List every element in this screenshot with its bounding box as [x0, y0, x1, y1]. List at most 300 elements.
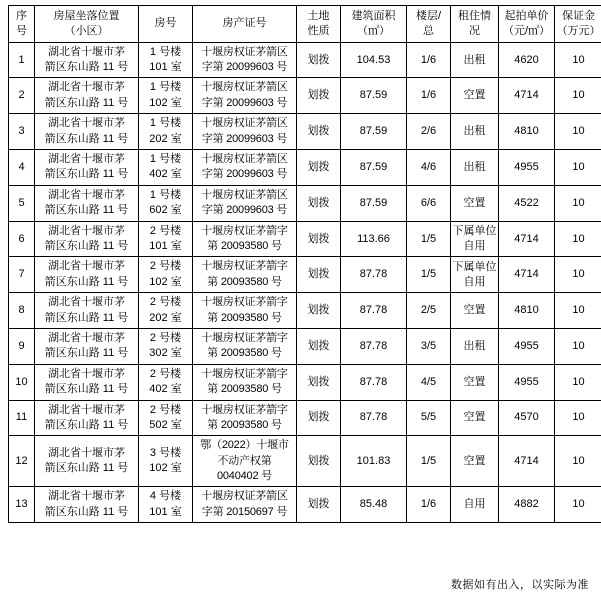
cell-index [9, 42, 35, 78]
cell-tenancy [451, 78, 499, 114]
cell-room-number [139, 78, 193, 114]
column-header-tenancy [451, 6, 499, 43]
cell-floor-text: 4/6 [420, 161, 437, 173]
cell-floor [407, 78, 451, 114]
cell-deposit [555, 150, 601, 186]
cell-land-nature [297, 150, 341, 186]
column-header-address [35, 6, 139, 43]
cell-unit-price [499, 328, 555, 364]
cell-address [35, 436, 139, 487]
cell-deposit-text: 10 [572, 232, 585, 245]
cell-tenancy-text: 出租 [463, 53, 486, 66]
cell-room-number-line-1: 2 号楼 [149, 367, 182, 380]
cell-certificate-line-2: 字第 20099603 号 [201, 204, 288, 217]
cell-building-area [341, 114, 407, 150]
column-header-building-area-line-2: （㎡） [357, 24, 390, 37]
cell-tenancy [451, 436, 499, 487]
cell-room-number-line-2: 602 室 [149, 204, 182, 217]
cell-index [9, 221, 35, 257]
cell-building-area [341, 436, 407, 487]
cell-land-nature-text: 划拨 [307, 454, 330, 467]
cell-index [9, 114, 35, 150]
cell-certificate [193, 78, 297, 114]
cell-room-number-line-1: 3 号楼 [149, 446, 182, 459]
cell-building-area-text: 104.53 [356, 53, 391, 66]
cell-floor-text: 1/6 [420, 498, 437, 511]
cell-room-number [139, 221, 193, 257]
cell-floor [407, 364, 451, 400]
cell-tenancy [451, 114, 499, 150]
cell-certificate-line-2: 字第 20150697 号 [201, 505, 288, 518]
cell-certificate-line-2: 第 20093580 号 [207, 239, 282, 252]
column-header-address-line-1: 房屋坐落位置 [53, 10, 120, 22]
cell-tenancy [451, 42, 499, 78]
cell-index-text: 13 [15, 498, 28, 511]
cell-floor-text: 2/6 [420, 125, 437, 138]
cell-address-line-2: 箭区东山路 11 号 [44, 347, 129, 360]
cell-land-nature-text: 划拨 [307, 125, 330, 138]
cell-address-line-1: 湖北省十堰市茅 [48, 260, 125, 273]
cell-address-line-2: 箭区东山路 11 号 [44, 239, 129, 252]
cell-unit-price-text: 4714 [514, 268, 539, 281]
column-header-deposit-line-2: （万元） [556, 24, 601, 37]
cell-address-line-2: 箭区东山路 11 号 [44, 61, 129, 74]
cell-address [35, 364, 139, 400]
cell-building-area [341, 150, 407, 186]
column-header-land-nature [297, 6, 341, 43]
cell-building-area [341, 487, 407, 523]
cell-floor [407, 293, 451, 329]
cell-building-area-text: 87.59 [359, 125, 388, 138]
cell-tenancy-text: 出租 [463, 125, 486, 138]
footnote: 数据如有出入，以实际为准 [451, 579, 589, 591]
cell-certificate-line-2: 第 20093580 号 [207, 418, 282, 431]
cell-floor [407, 436, 451, 487]
cell-land-nature-text: 划拨 [307, 375, 330, 388]
table-row [9, 185, 601, 221]
cell-index-text: 3 [18, 125, 25, 138]
cell-deposit-text: 10 [572, 454, 585, 467]
cell-room-number-line-2: 202 室 [149, 311, 182, 324]
cell-index-text: 7 [18, 268, 25, 281]
cell-address-line-1: 湖北省十堰市茅 [48, 188, 125, 201]
cell-floor [407, 487, 451, 523]
cell-address [35, 78, 139, 114]
cell-index-text: 12 [15, 454, 28, 467]
cell-land-nature [297, 364, 341, 400]
cell-building-area-text: 87.59 [359, 196, 388, 209]
column-header-room-number [139, 6, 193, 43]
cell-certificate-line-1: 十堰房权证茅箭区 [201, 490, 288, 503]
cell-floor-text: 1/5 [420, 454, 437, 467]
cell-address-line-2: 箭区东山路 11 号 [44, 275, 129, 288]
cell-building-area [341, 257, 407, 293]
cell-address-line-2: 箭区东山路 11 号 [44, 383, 129, 396]
column-header-address-line-2: （小区） [64, 24, 109, 37]
cell-certificate-line-1: 十堰房权证茅箭字 [201, 367, 288, 380]
cell-room-number [139, 487, 193, 523]
cell-room-number-line-1: 1 号楼 [149, 117, 182, 130]
cell-land-nature-text: 划拨 [307, 53, 330, 66]
cell-tenancy-text: 空置 [463, 411, 486, 424]
cell-index-text: 11 [15, 411, 28, 424]
column-header-unit-price-line-1: 起拍单价 [504, 10, 549, 22]
column-header-unit-price [499, 6, 555, 43]
cell-deposit [555, 78, 601, 114]
cell-land-nature-text: 划拨 [307, 89, 330, 102]
cell-land-nature-text: 划拨 [307, 196, 330, 209]
cell-index [9, 400, 35, 436]
cell-deposit-text: 10 [572, 339, 585, 352]
cell-deposit-text: 10 [572, 89, 585, 102]
table-header-row [9, 6, 601, 43]
column-header-tenancy-line-2: 况 [469, 24, 480, 37]
cell-room-number [139, 436, 193, 487]
column-header-index-line-2: 号 [16, 24, 27, 37]
cell-room-number [139, 293, 193, 329]
cell-room-number [139, 328, 193, 364]
cell-index [9, 293, 35, 329]
cell-unit-price-text: 4714 [514, 232, 539, 245]
table-header [9, 6, 601, 43]
cell-certificate [193, 364, 297, 400]
cell-tenancy-text: 空置 [463, 89, 486, 102]
cell-room-number-line-2: 101 室 [149, 239, 182, 252]
cell-room-number-line-2: 502 室 [149, 418, 182, 431]
cell-floor-text: 1/5 [420, 268, 437, 281]
cell-index [9, 487, 35, 523]
cell-land-nature-text: 划拨 [307, 161, 330, 173]
table-row [9, 364, 601, 400]
cell-index [9, 257, 35, 293]
cell-index [9, 185, 35, 221]
cell-floor [407, 221, 451, 257]
cell-address [35, 293, 139, 329]
cell-certificate-line-1: 十堰房权证茅箭区 [201, 153, 288, 166]
cell-land-nature-text: 划拨 [307, 268, 330, 281]
cell-room-number-line-1: 2 号楼 [149, 260, 182, 273]
cell-room-number-line-2: 202 室 [149, 132, 182, 145]
cell-building-area-text: 87.78 [359, 268, 388, 281]
cell-floor-text: 2/5 [420, 304, 437, 317]
table-row [9, 487, 601, 523]
cell-index-text: 9 [18, 339, 25, 352]
cell-address-line-1: 湖北省十堰市茅 [48, 490, 125, 503]
cell-floor [407, 257, 451, 293]
cell-deposit-text: 10 [572, 196, 585, 209]
cell-certificate-line-2: 第 20093580 号 [207, 275, 282, 288]
column-header-index-line-1: 序 [16, 10, 27, 22]
cell-unit-price-text: 4810 [514, 304, 539, 317]
column-header-deposit-line-1: 保证金 [562, 10, 595, 22]
cell-index-text: 1 [18, 53, 25, 66]
cell-certificate-line-2: 第 20093580 号 [207, 311, 282, 324]
cell-room-number-line-2: 402 室 [149, 383, 182, 396]
cell-certificate [193, 436, 297, 487]
cell-building-area [341, 328, 407, 364]
cell-room-number-line-1: 2 号楼 [149, 224, 182, 237]
table-row [9, 436, 601, 487]
cell-room-number [139, 400, 193, 436]
cell-certificate-line-2: 第 20093580 号 [207, 347, 282, 360]
cell-certificate-line-2: 字第 20099603 号 [201, 96, 288, 109]
cell-tenancy-text: 下属单位自用 [452, 225, 497, 252]
cell-address [35, 114, 139, 150]
cell-building-area-text: 113.66 [357, 232, 390, 245]
cell-address-line-1: 湖北省十堰市茅 [48, 403, 125, 416]
cell-deposit [555, 221, 601, 257]
table-row [9, 42, 601, 78]
cell-tenancy-text: 空置 [463, 454, 486, 467]
column-header-certificate-line-1: 房产证号 [222, 17, 267, 30]
cell-address-line-1: 湖北省十堰市茅 [48, 331, 125, 344]
cell-unit-price [499, 436, 555, 487]
column-header-building-area [341, 6, 407, 43]
cell-room-number [139, 150, 193, 186]
cell-room-number-line-1: 1 号楼 [149, 81, 182, 94]
cell-land-nature [297, 42, 341, 78]
cell-floor [407, 42, 451, 78]
cell-room-number-line-2: 101 室 [149, 505, 182, 518]
cell-floor [407, 114, 451, 150]
cell-deposit-text: 10 [572, 125, 585, 138]
cell-room-number-line-2: 102 室 [149, 462, 182, 475]
cell-address-line-2: 箭区东山路 11 号 [44, 311, 129, 324]
cell-land-nature [297, 257, 341, 293]
cell-land-nature [297, 185, 341, 221]
cell-unit-price [499, 364, 555, 400]
column-header-land-nature-line-1: 土地 [307, 10, 330, 22]
cell-floor-text: 1/6 [420, 89, 437, 102]
cell-index-text: 4 [18, 161, 25, 173]
cell-deposit-text: 10 [572, 375, 585, 388]
cell-index [9, 78, 35, 114]
column-header-certificate [193, 6, 297, 43]
cell-room-number-line-2: 102 室 [149, 96, 182, 109]
cell-building-area-text: 87.78 [359, 304, 388, 317]
cell-deposit [555, 487, 601, 523]
table-row [9, 257, 601, 293]
cell-address [35, 257, 139, 293]
column-header-land-nature-line-2: 性质 [307, 24, 330, 37]
cell-room-number-line-1: 1 号楼 [149, 153, 182, 166]
cell-building-area [341, 42, 407, 78]
cell-room-number-line-1: 4 号楼 [149, 490, 182, 503]
cell-address-line-1: 湖北省十堰市茅 [48, 117, 125, 130]
cell-deposit [555, 436, 601, 487]
cell-certificate [193, 400, 297, 436]
cell-address-line-2: 箭区东山路 11 号 [44, 505, 129, 518]
cell-certificate-line-1: 十堰房权证茅箭字 [201, 403, 288, 416]
cell-deposit [555, 293, 601, 329]
cell-certificate-line-2: 字第 20099603 号 [201, 61, 288, 74]
cell-address-line-2: 箭区东山路 11 号 [44, 168, 129, 181]
cell-room-number [139, 185, 193, 221]
cell-land-nature [297, 436, 341, 487]
property-listing-table [8, 5, 601, 523]
cell-deposit-text: 10 [572, 304, 585, 317]
cell-address-line-1: 湖北省十堰市茅 [48, 446, 125, 459]
cell-unit-price-text: 4810 [514, 125, 539, 138]
cell-building-area [341, 364, 407, 400]
cell-building-area [341, 185, 407, 221]
cell-certificate-line-1: 十堰房权证茅箭区 [201, 81, 288, 94]
cell-tenancy [451, 364, 499, 400]
cell-address [35, 487, 139, 523]
cell-land-nature-text: 划拨 [307, 232, 330, 245]
cell-certificate-line-1: 十堰房权证茅箭字 [201, 224, 288, 237]
cell-deposit [555, 257, 601, 293]
cell-address [35, 400, 139, 436]
cell-certificate-line-2: 第 20093580 号 [207, 383, 282, 396]
cell-room-number [139, 257, 193, 293]
cell-deposit [555, 114, 601, 150]
cell-floor-text: 3/5 [420, 339, 437, 352]
cell-tenancy [451, 221, 499, 257]
cell-floor-text: 6/6 [420, 196, 437, 209]
cell-unit-price [499, 78, 555, 114]
cell-certificate-line-3: 0040402 号 [216, 470, 273, 483]
cell-tenancy-text: 空置 [463, 304, 486, 317]
cell-deposit-text: 10 [572, 411, 585, 424]
cell-unit-price-text: 4955 [514, 375, 539, 388]
cell-building-area-text: 87.59 [359, 161, 388, 173]
cell-address-line-2: 箭区东山路 11 号 [44, 132, 129, 145]
column-header-deposit [555, 6, 601, 43]
column-header-room-number-line-1: 房号 [154, 17, 177, 30]
cell-room-number [139, 42, 193, 78]
cell-land-nature [297, 293, 341, 329]
cell-address [35, 328, 139, 364]
cell-tenancy [451, 150, 499, 186]
cell-building-area-text: 87.59 [359, 89, 388, 102]
cell-unit-price [499, 221, 555, 257]
cell-land-nature-text: 划拨 [307, 339, 330, 352]
column-header-floor [407, 6, 451, 43]
table-body [9, 42, 601, 523]
cell-certificate-line-2: 不动产权第 [217, 454, 272, 467]
cell-building-area [341, 400, 407, 436]
cell-tenancy [451, 487, 499, 523]
cell-unit-price [499, 257, 555, 293]
cell-unit-price-text: 4570 [514, 411, 539, 424]
column-header-tenancy-line-1: 租住情 [458, 10, 491, 22]
cell-room-number-line-1: 2 号楼 [149, 403, 182, 416]
cell-building-area-text: 87.78 [359, 375, 388, 388]
cell-land-nature [297, 328, 341, 364]
cell-certificate [193, 221, 297, 257]
cell-unit-price-text: 4955 [514, 161, 539, 173]
cell-tenancy-text: 空置 [463, 375, 486, 388]
cell-address-line-2: 箭区东山路 11 号 [44, 418, 129, 431]
cell-certificate-line-1: 十堰房权证茅箭字 [201, 331, 288, 344]
cell-unit-price [499, 400, 555, 436]
cell-address-line-1: 湖北省十堰市茅 [48, 153, 125, 166]
cell-floor [407, 185, 451, 221]
cell-certificate [193, 293, 297, 329]
cell-index [9, 150, 35, 186]
cell-building-area-text: 101.83 [356, 454, 391, 467]
table-row [9, 150, 601, 186]
cell-building-area [341, 78, 407, 114]
cell-room-number-line-1: 1 号楼 [149, 188, 182, 201]
cell-unit-price-text: 4955 [514, 339, 539, 352]
cell-deposit-text: 10 [572, 53, 585, 66]
cell-floor-text: 4/5 [420, 375, 437, 388]
cell-certificate-line-1: 十堰房权证茅箭区 [201, 45, 288, 58]
cell-tenancy-text: 自用 [463, 498, 486, 511]
cell-certificate-line-1: 十堰房权证茅箭区 [201, 188, 288, 201]
cell-unit-price [499, 487, 555, 523]
cell-index-text: 5 [18, 196, 25, 209]
cell-room-number-line-2: 102 室 [149, 275, 182, 288]
cell-land-nature [297, 221, 341, 257]
column-header-floor-line-1: 楼层/ [415, 10, 442, 22]
cell-tenancy [451, 328, 499, 364]
cell-room-number-line-2: 302 室 [149, 347, 182, 360]
cell-address-line-1: 湖北省十堰市茅 [48, 296, 125, 309]
table-row [9, 114, 601, 150]
cell-deposit [555, 328, 601, 364]
cell-tenancy [451, 293, 499, 329]
cell-certificate-line-2: 字第 20099603 号 [201, 132, 288, 145]
cell-address [35, 42, 139, 78]
cell-address-line-1: 湖北省十堰市茅 [48, 45, 125, 58]
cell-unit-price-text: 4714 [514, 454, 539, 467]
cell-address [35, 221, 139, 257]
cell-address [35, 150, 139, 186]
cell-building-area [341, 293, 407, 329]
cell-unit-price-text: 4620 [514, 53, 539, 66]
table-row [9, 78, 601, 114]
cell-floor-text: 1/5 [420, 232, 437, 245]
cell-unit-price [499, 185, 555, 221]
cell-land-nature-text: 划拨 [307, 498, 330, 511]
cell-index-text: 10 [15, 375, 28, 388]
cell-certificate-line-1: 十堰房权证茅箭字 [201, 260, 288, 273]
cell-certificate [193, 487, 297, 523]
column-header-unit-price-line-2: （元/㎡） [502, 24, 551, 37]
cell-certificate-line-2: 字第 20099603 号 [201, 168, 288, 181]
cell-certificate [193, 185, 297, 221]
cell-floor-text: 1/6 [420, 53, 437, 66]
cell-tenancy-text: 空置 [463, 196, 486, 209]
cell-land-nature [297, 400, 341, 436]
cell-unit-price [499, 114, 555, 150]
cell-unit-price-text: 4714 [514, 89, 539, 102]
cell-index [9, 328, 35, 364]
cell-deposit [555, 42, 601, 78]
cell-land-nature-text: 划拨 [307, 411, 330, 424]
cell-room-number [139, 364, 193, 400]
cell-address-line-1: 湖北省十堰市茅 [48, 367, 125, 380]
cell-certificate-line-1: 十堰房权证茅箭区 [201, 117, 288, 130]
column-header-index [9, 6, 35, 43]
cell-unit-price-text: 4882 [514, 498, 539, 511]
cell-certificate [193, 150, 297, 186]
cell-room-number-line-1: 2 号楼 [149, 296, 182, 309]
cell-floor [407, 400, 451, 436]
cell-address-line-2: 箭区东山路 11 号 [44, 204, 129, 217]
cell-certificate-line-1: 鄂（2022）十堰市 [200, 439, 289, 452]
cell-index [9, 364, 35, 400]
column-header-building-area-line-1: 建筑面积 [351, 10, 396, 22]
cell-address-line-2: 箭区东山路 11 号 [44, 462, 129, 475]
cell-address-line-2: 箭区东山路 11 号 [44, 96, 129, 109]
cell-floor-text: 5/5 [420, 411, 437, 424]
cell-index-text: 6 [18, 232, 25, 245]
cell-land-nature [297, 78, 341, 114]
